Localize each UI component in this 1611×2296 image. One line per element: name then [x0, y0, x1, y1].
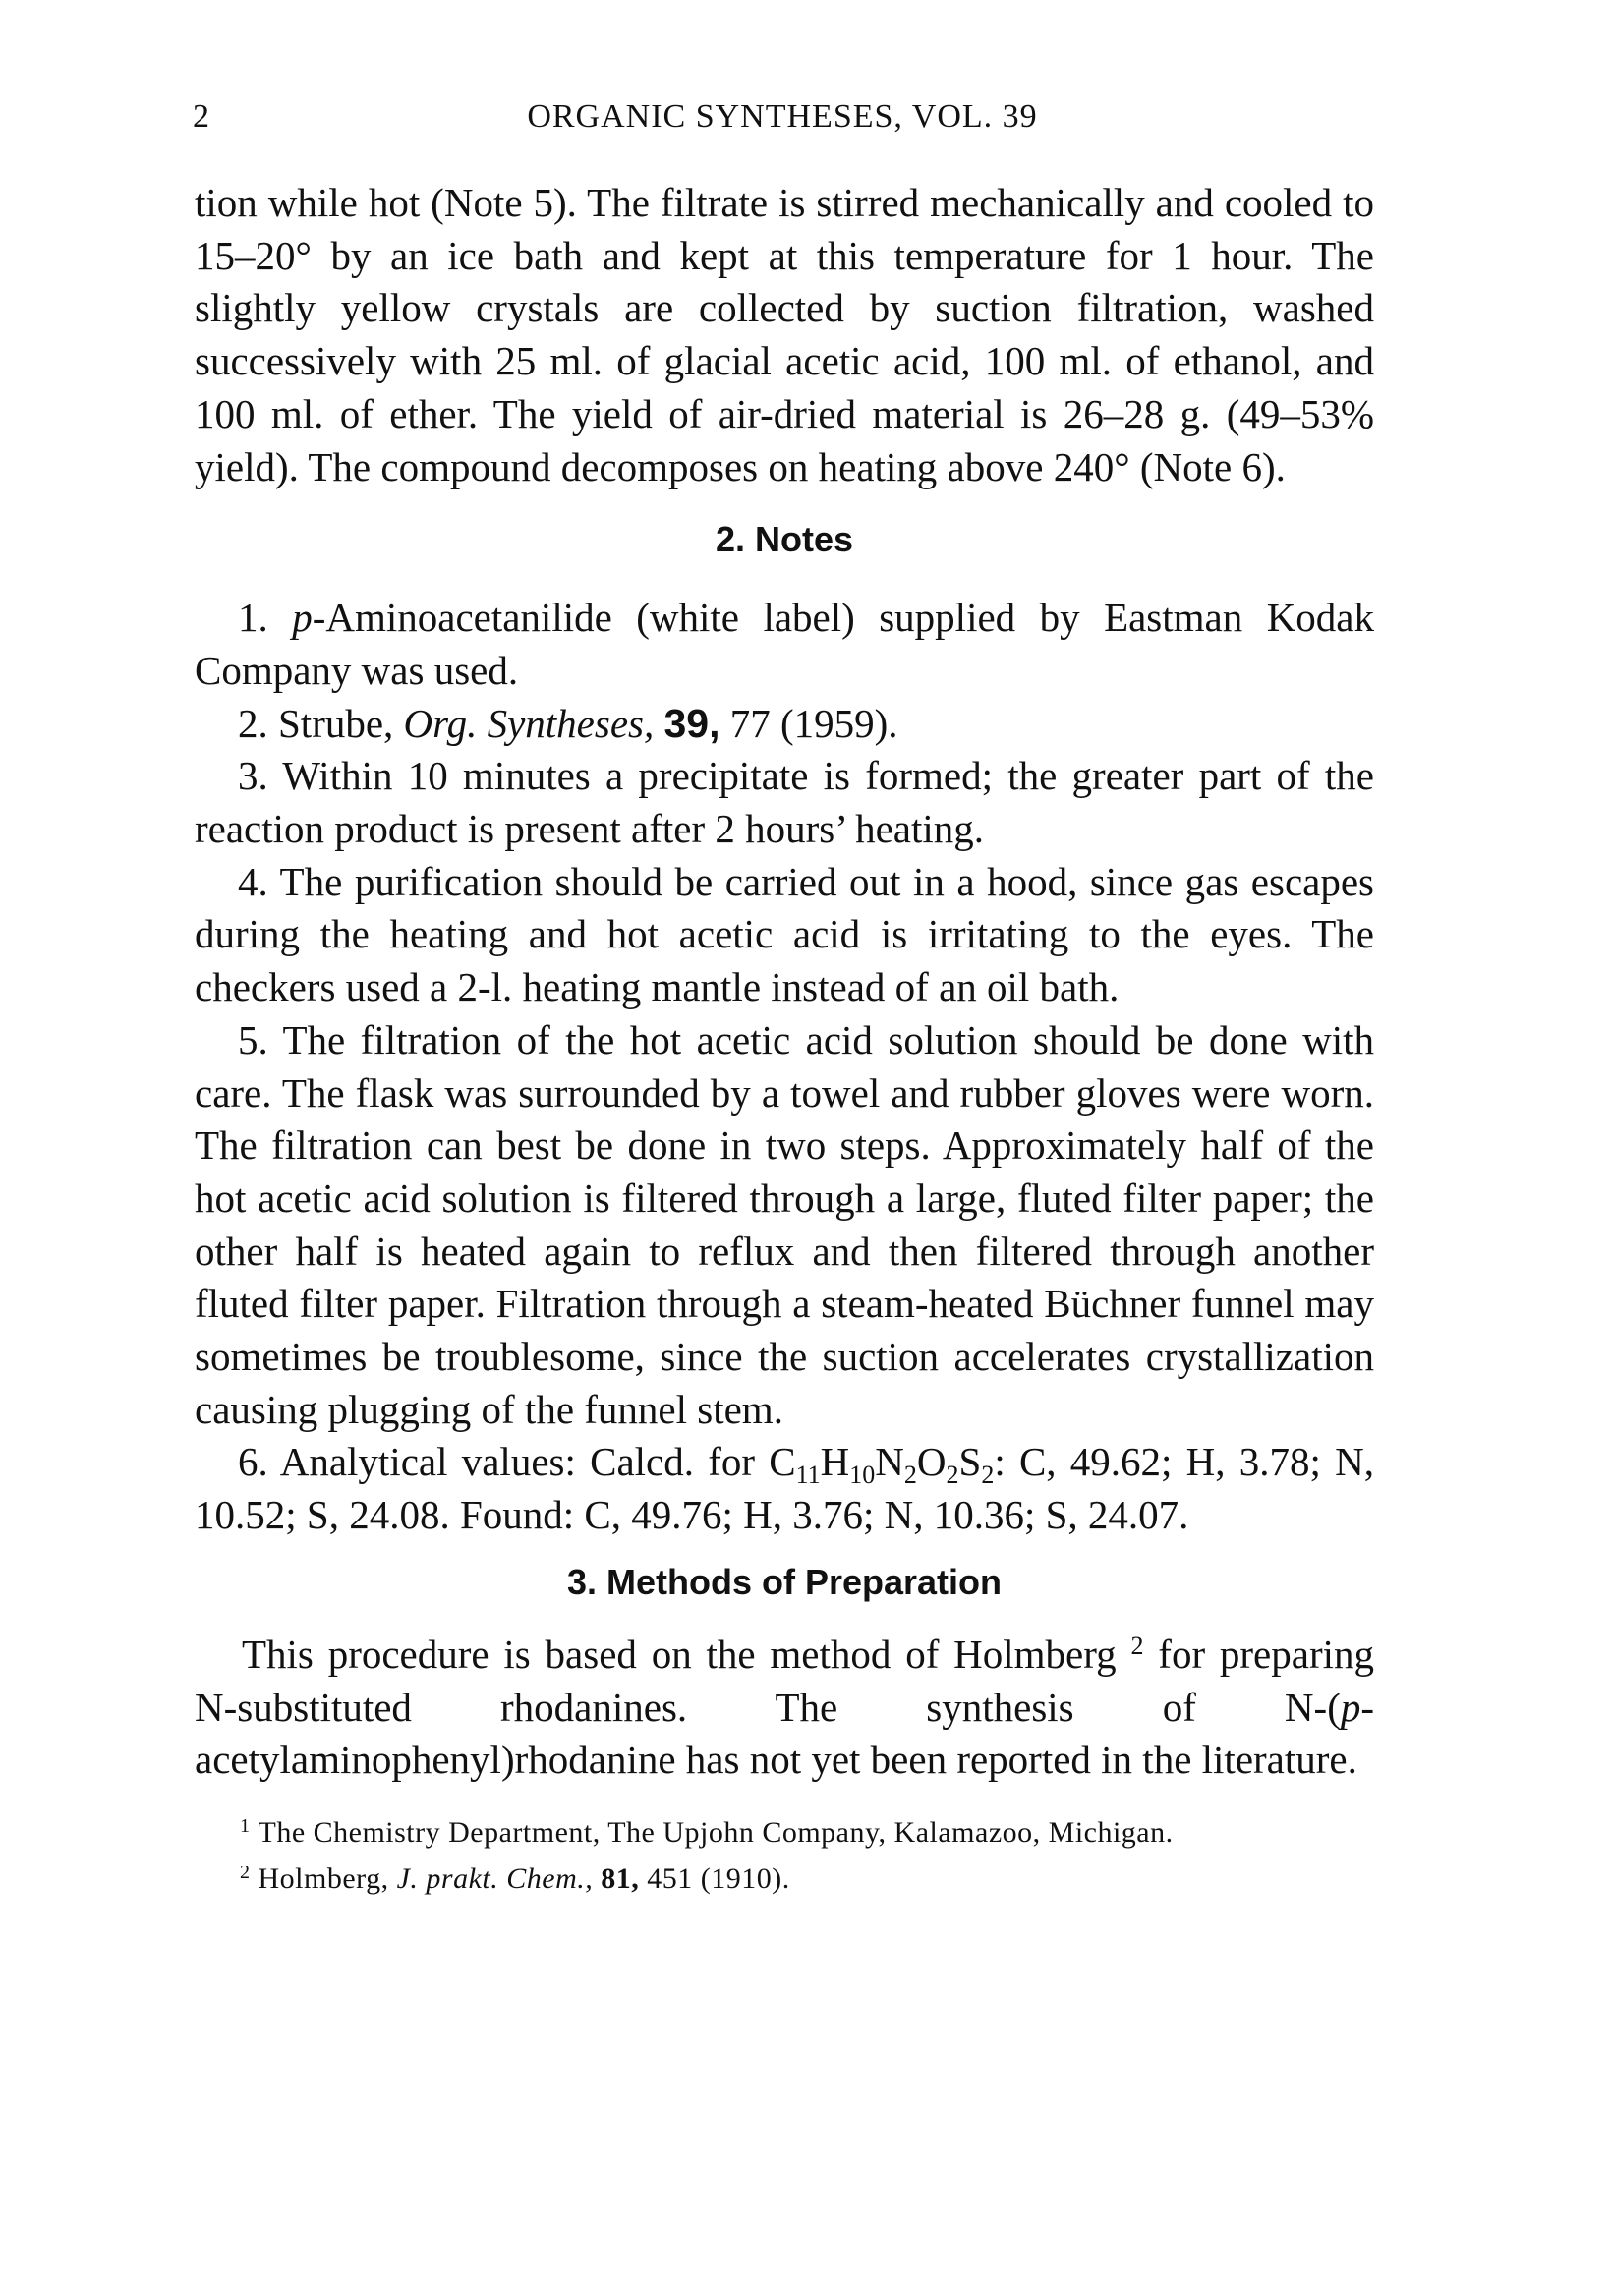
subscript: 11 — [795, 1461, 821, 1490]
element-symbol: N — [875, 1439, 904, 1485]
footnote-1 — [240, 1807, 1374, 1853]
note-number: 2. — [238, 700, 268, 746]
para-prefix: p — [292, 595, 313, 641]
note-number: 3. — [238, 753, 268, 799]
analysis-values: : C, 49.62; H, 3.78; N, 10.52; S, 24.08. Found: C, 49.76; H, 3.76; N, 10.36; S, 24.07. — [195, 1439, 1374, 1538]
citation-rest: 77 (1959). — [729, 700, 898, 746]
note-1 — [195, 592, 1374, 697]
note-text: Within 10 minutes a precipitate is formed; the greater part of the reaction product is present after 2 hours’ heating. — [195, 753, 1375, 852]
note-number: 6. — [238, 1439, 268, 1485]
note-text: The filtration of the hot acetic acid solution should be done with care. The flask was surrounded by a towel and rubber gloves were worn. The filtration can best be done in two steps. Approximately half of the hot acetic acid solution is filtered through a large, fluted filter paper; the other half is heated again to reflux and then filtered through another fluted filter paper. Filtration through a steam-heated Büchner funnel may sometimes be troublesome, since the suction accelerates crystallization causing plugging of the funnel stem. — [195, 1016, 1374, 1432]
subscript: 2 — [946, 1461, 959, 1490]
methods-text: for preparing N-substituted rhodanines. The synthesis of N-( — [195, 1631, 1374, 1730]
note-2 — [195, 698, 1374, 751]
element-symbol: S — [958, 1439, 982, 1485]
citation-journal: Org. Syntheses, — [403, 700, 655, 746]
citation-author: Holmberg, — [258, 1862, 389, 1895]
footnote-text: The Chemistry Department, The Upjohn Company, Kalamazoo, Michigan. — [258, 1815, 1174, 1849]
reference-mark: 2 — [1130, 1631, 1144, 1660]
element-symbol: H — [820, 1439, 850, 1485]
note-text: -Aminoacetanilide (white label) supplied by Eastman Kodak Company was used. — [195, 595, 1374, 693]
para-prefix: p — [1340, 1684, 1361, 1730]
intro-paragraph: tion while hot (Note 5). The filtrate is stirred mechanically and cooled to 15–20° by an ice bath and kept at this temperature for 1 hour. The slightly yellow crystals are collected by suction filtration, washed successively with 25 ml. of glacial acetic acid, 100 ml. of ethanol, and 100 ml. of ether. The yield of air-dried material is 26–28 g. (49–53% yield). The compound decomposes on heating above 240° (Note 6). — [195, 180, 1374, 489]
footnote-mark: 2 — [240, 1861, 251, 1883]
subscript: 2 — [903, 1461, 917, 1490]
text-column — [195, 177, 1374, 1899]
note-6 — [195, 1436, 1374, 1541]
note-number: 4. — [238, 858, 268, 904]
citation-author: Strube, — [278, 700, 394, 746]
page-number: 2 — [193, 98, 209, 135]
methods-text: -acetylaminophenyl)rhodanine has not yet been reported in the literature. — [195, 1684, 1374, 1783]
note-3 — [195, 750, 1374, 855]
note-5 — [195, 1014, 1374, 1437]
page-header — [193, 98, 1372, 147]
citation-volume: 81, — [601, 1862, 640, 1895]
note-number: 5. — [238, 1016, 268, 1062]
footnote-mark: 1 — [240, 1814, 251, 1837]
methods-heading: 3. Methods of Preparation — [566, 1561, 1003, 1602]
footnote-2 — [240, 1853, 1374, 1899]
subscript: 2 — [981, 1461, 995, 1490]
element-symbol: O — [916, 1439, 947, 1485]
formula-prefix: Analytical values: Calcd. for C — [279, 1439, 796, 1485]
citation-volume: 39, — [663, 700, 720, 746]
note-4 — [195, 856, 1374, 1014]
running-title: ORGANIC SYNTHESES, VOL. 39 — [527, 98, 1038, 135]
methods-paragraph — [195, 1629, 1374, 1787]
citation-journal: J. prakt. Chem., — [396, 1862, 594, 1895]
note-number: 1. — [238, 595, 268, 641]
footnotes — [195, 1807, 1374, 1899]
citation-rest: 451 (1910). — [647, 1862, 790, 1895]
methods-text: This procedure is based on the method of Holmberg — [242, 1631, 1117, 1677]
notes-heading: 2. Notes — [715, 519, 854, 560]
subscript: 10 — [849, 1461, 876, 1490]
note-text: The purification should be carried out in a hood, since gas escapes during the heating and hot acetic acid is irritating to the eyes. The checkers used a 2-l. heating mantle instead of an oil bath. — [195, 858, 1375, 1010]
